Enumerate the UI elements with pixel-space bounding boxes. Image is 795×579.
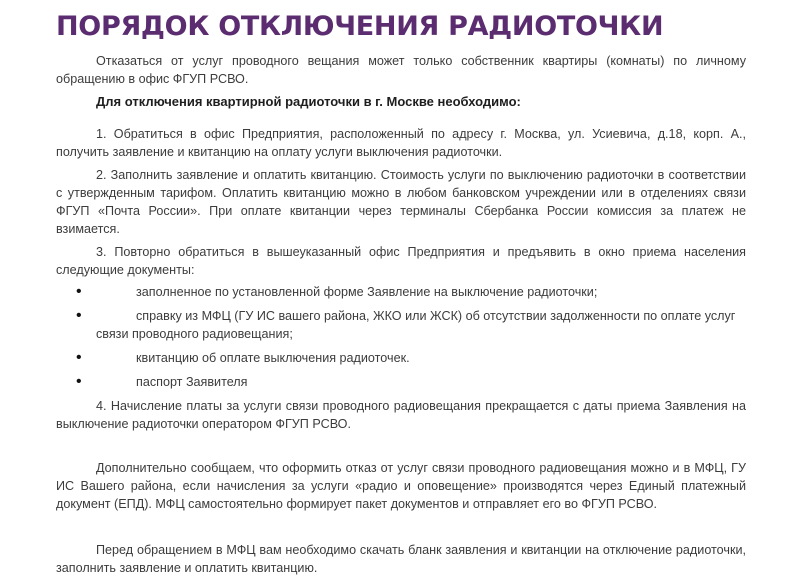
page-title: ПОРЯДОК ОТКЛЮЧЕНИЯ РАДИОТОЧКИ bbox=[56, 11, 664, 42]
list-item bbox=[56, 283, 746, 301]
intro-paragraph: Отказаться от услуг проводного вещания может только собственник квартиры (комнаты) по личному обращению в офис ФГУП РСВО. bbox=[56, 54, 746, 86]
step-4: 4. Начисление платы за услуги связи проводного радиовещания прекращается с даты приема Заявления на выключение радиоточки оператором ФГУП РСВО. bbox=[56, 399, 746, 431]
bullet-icon: • bbox=[76, 349, 82, 366]
step-1: 1. Обратиться в офис Предприятия, расположенный по адресу г. Москва, ул. Усиевича, д.18, корп. А., получить заявление и квитанцию на оплату услуги выключения радиоточки. bbox=[56, 127, 746, 159]
document-item-text: паспорт Заявителя bbox=[136, 375, 248, 389]
bullet-icon: • bbox=[76, 283, 82, 300]
document-item-text: заполненное по установленной форме Заявление на выключение радиоточки; bbox=[136, 285, 598, 299]
step-3: 3. Повторно обратиться в вышеуказанный офис Предприятия и предъявить в окно приема населения следующие документы: bbox=[56, 245, 746, 277]
final-paragraph: Перед обращением в МФЦ вам необходимо скачать бланк заявления и квитанции на отключение радиоточки, заполнить заявление и оплатить квитанцию. bbox=[56, 543, 746, 575]
list-item bbox=[56, 349, 746, 367]
documents-list bbox=[56, 283, 746, 391]
document-item-text: квитанцию об оплате выключения радиоточек. bbox=[136, 351, 410, 365]
document-page bbox=[56, 0, 746, 577]
document-item-text: справку из МФЦ (ГУ ИС вашего района, ЖКО или ЖСК) об отсутствии задолженности по оплате услуг связи проводного радиовещания; bbox=[96, 309, 736, 341]
additional-paragraph: Дополнительно сообщаем, что оформить отказ от услуг связи проводного радиовещания можно и в МФЦ, ГУ ИС Вашего района, если начисления за услуги «радио и оповещение» производятся через Единый платежный документ (ЕПД). МФЦ самостоятельно формирует пакет документов и отправляет его во ФГУП РСВО. bbox=[56, 461, 746, 511]
list-item bbox=[56, 307, 746, 343]
bullet-icon: • bbox=[76, 373, 82, 390]
subheading: Для отключения квартирной радиоточки в г. Москве необходимо: bbox=[96, 94, 521, 109]
step-2: 2. Заполнить заявление и оплатить квитанцию. Стоимость услуги по выключению радиоточки в соответствии с утвержденным тарифом. Оплатить квитанцию можно в любом банковском учреждении или в отделениях связи ФГУП «Почта России». При оплате квитанции через терминалы Сбербанка России комиссия за платеж не взимается. bbox=[56, 168, 746, 236]
list-item bbox=[56, 373, 746, 391]
bullet-icon: • bbox=[76, 307, 82, 324]
